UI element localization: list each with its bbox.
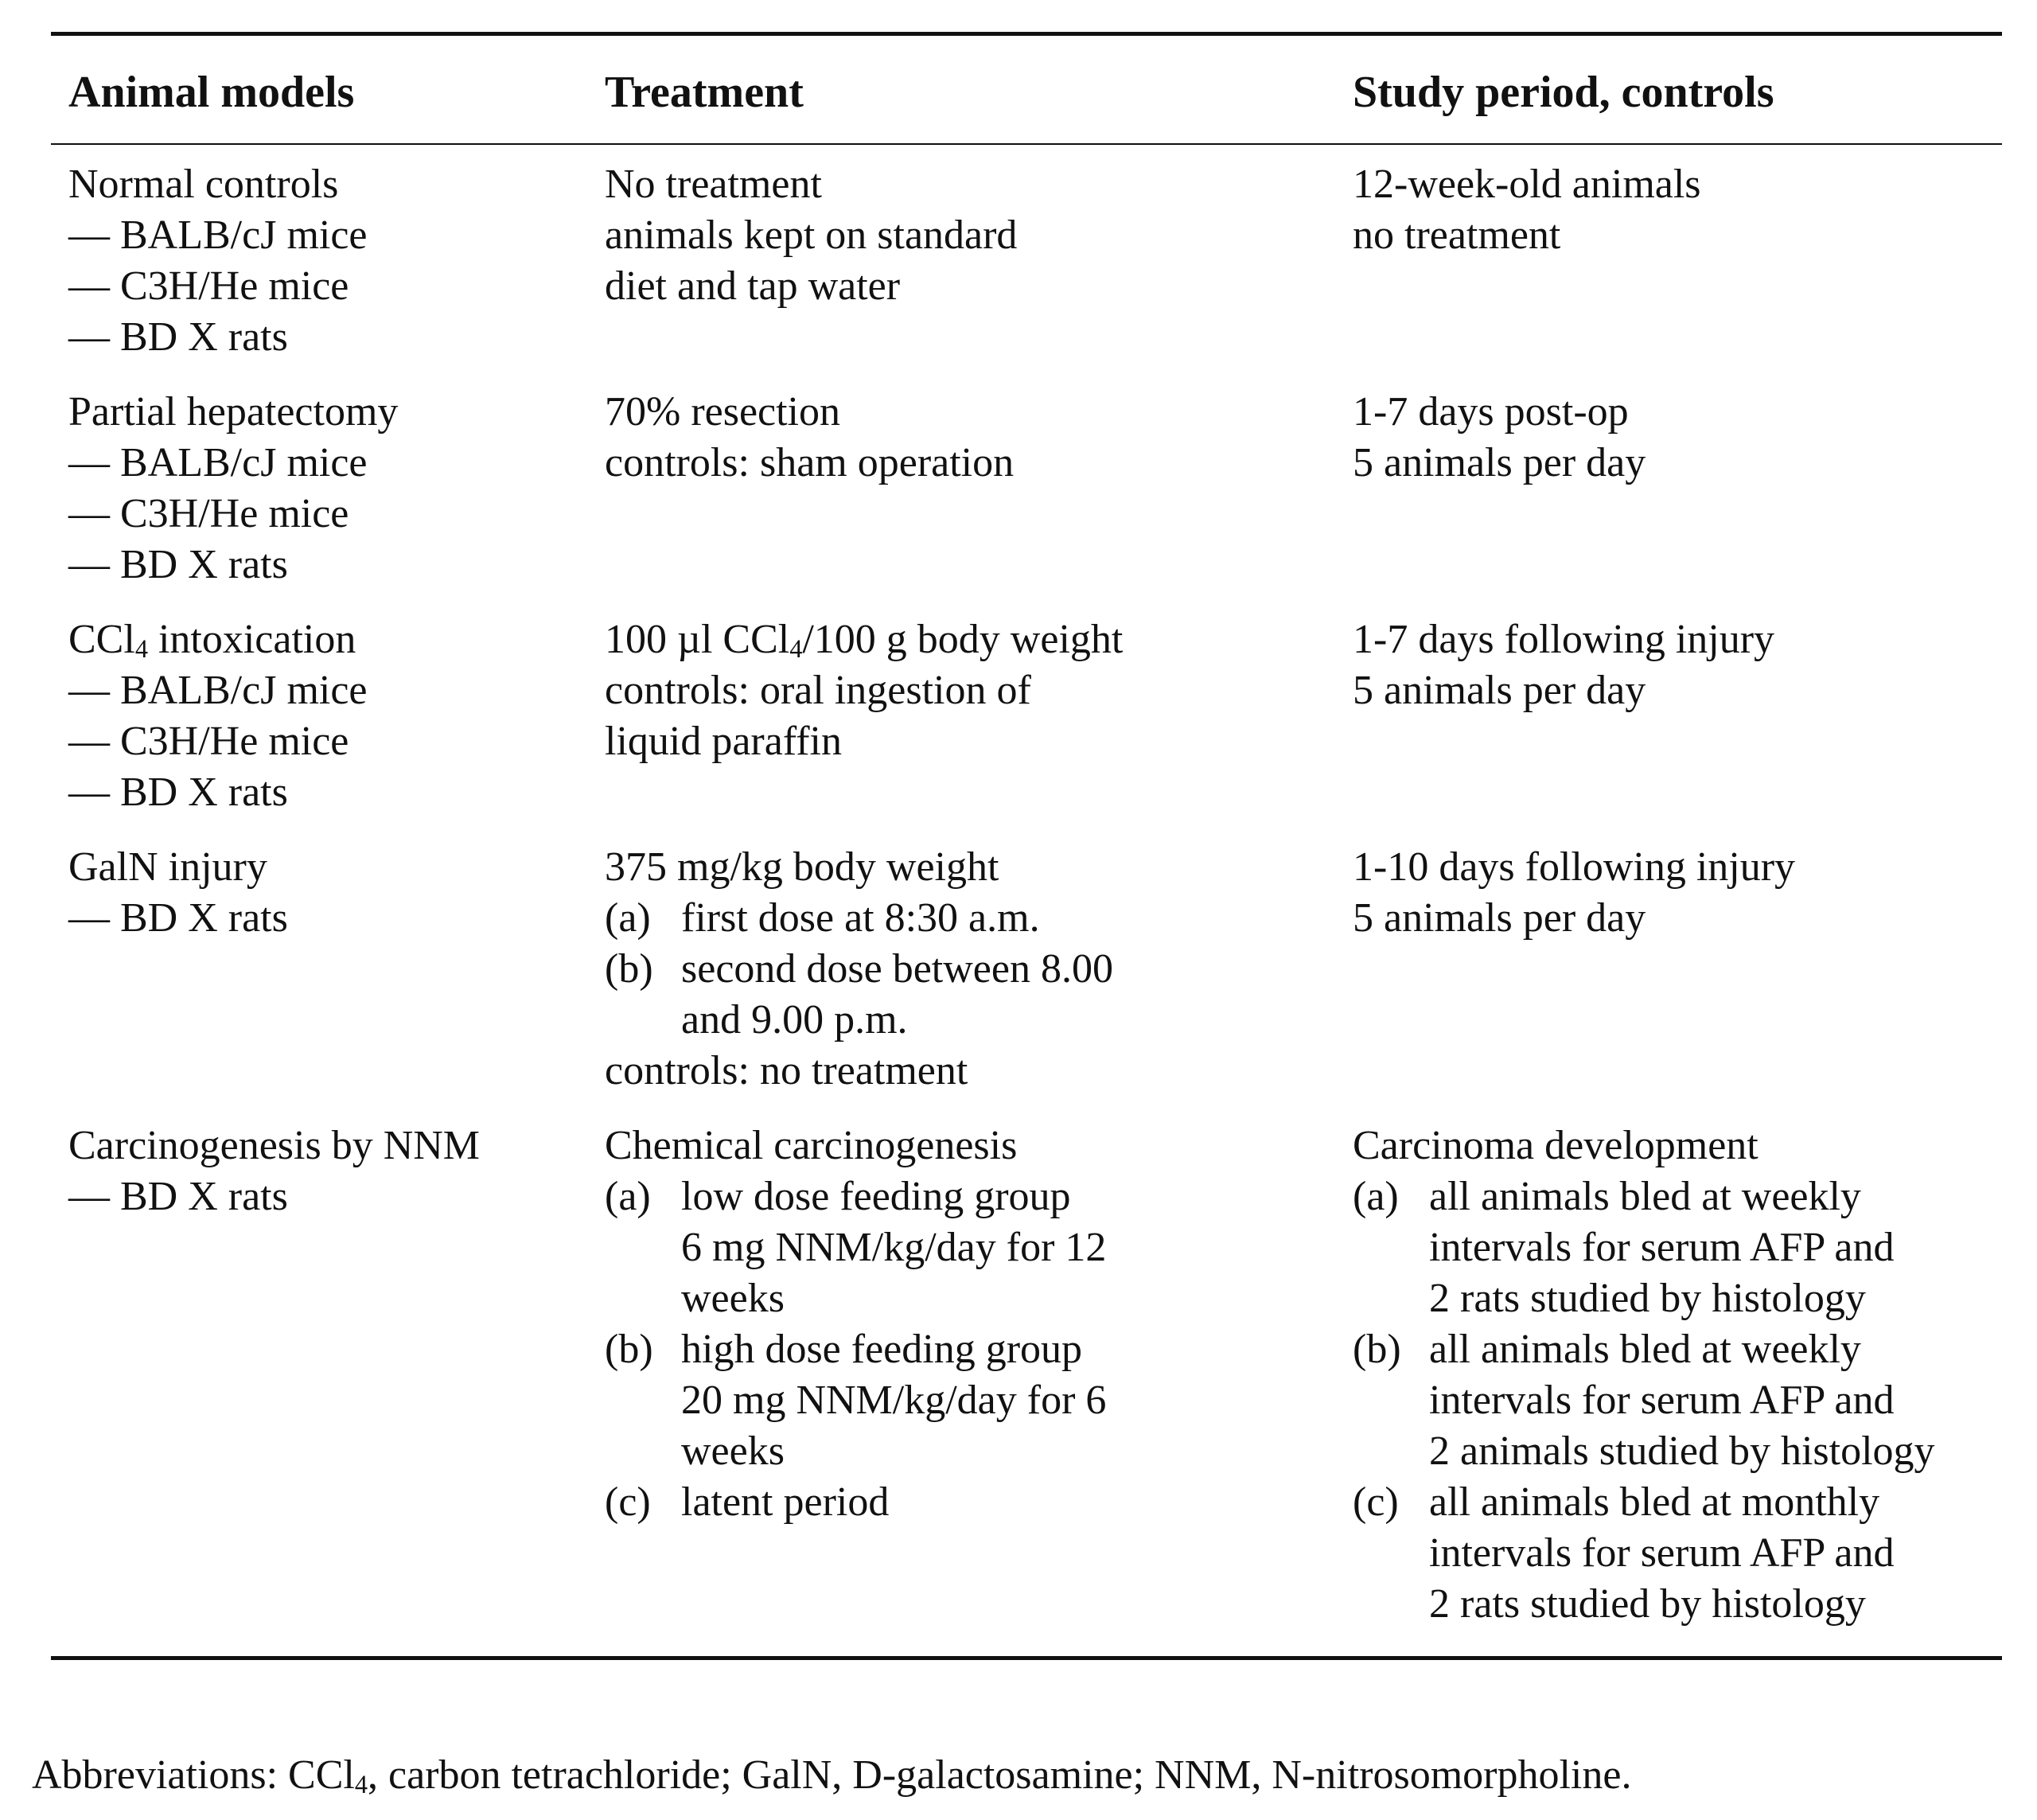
treatment-dose-line: 100 µl CCl$_4$/100 g body weight: [605, 617, 1124, 663]
treatment-line: 70% resection: [605, 389, 841, 435]
row-normal-controls-treatment: [605, 159, 1017, 312]
row-normal-controls-study: [1353, 159, 1701, 261]
row-partial-hepatectomy-treatment: [605, 387, 1014, 489]
study-line: 5 animals per day: [1353, 440, 1646, 485]
abbreviations-footnote: Abbreviations: CCl$_4$, carbon tetrachloride; GalN, D-galactosamine; NNM, N-nitrosomorpholine.: [32, 1752, 1632, 1799]
model-line: GalN injury: [68, 844, 267, 890]
study-line: 1-7 days post-op: [1353, 389, 1629, 435]
model-title: CCl$_4$ intoxication: [68, 617, 356, 663]
header-treatment: Treatment: [605, 68, 804, 117]
row-ccl4-model: [68, 614, 368, 818]
study-item: (a) all animals bled at weekly: [1353, 1174, 1861, 1219]
row-carcinogenesis-study: [1353, 1120, 1935, 1630]
row-carcinogenesis-treatment: [605, 1120, 1106, 1528]
study-line: no treatment: [1353, 212, 1561, 258]
treatment-line: Chemical carcinogenesis: [605, 1123, 1018, 1168]
row-partial-hepatectomy-model: [68, 387, 398, 590]
row-normal-controls-model: [68, 159, 368, 363]
row-ccl4-treatment: [605, 614, 1123, 767]
treatment-line: controls: oral ingestion of: [605, 668, 1031, 713]
row-galn-study: [1353, 842, 1795, 944]
treatment-item: (b) second dose between 8.00: [605, 946, 1113, 992]
model-line: — BD X rats: [68, 542, 288, 587]
model-line: — BD X rats: [68, 895, 288, 941]
model-line: — C3H/He mice: [68, 491, 349, 536]
treatment-item-continued: weeks: [681, 1276, 785, 1321]
model-line: — C3H/He mice: [68, 719, 349, 764]
model-line: — BD X rats: [68, 770, 288, 815]
treatment-item-continued: 20 mg NNM/kg/day for 6: [681, 1378, 1107, 1423]
header-animal-models: Animal models: [68, 68, 355, 117]
study-line: 1-7 days following injury: [1353, 617, 1775, 662]
row-galn-model: [68, 842, 288, 944]
header-study-period: Study period, controls: [1353, 68, 1774, 117]
treatment-item: (b) high dose feeding group: [605, 1327, 1083, 1372]
row-carcinogenesis-model: [68, 1120, 480, 1222]
model-line: Carcinogenesis by NNM: [68, 1123, 481, 1168]
treatment-line: liquid paraffin: [605, 719, 842, 764]
study-item-continued: 2 rats studied by histology: [1429, 1276, 1866, 1321]
study-item: (c) all animals bled at monthly: [1353, 1479, 1880, 1525]
treatment-line: No treatment: [605, 162, 822, 207]
treatment-item-continued: 6 mg NNM/kg/day for 12: [681, 1225, 1107, 1270]
model-line: — BD X rats: [68, 1174, 288, 1219]
study-item-continued: intervals for serum AFP and: [1429, 1225, 1895, 1270]
row-ccl4-study: [1353, 614, 1774, 716]
treatment-line: 375 mg/kg body weight: [605, 844, 999, 890]
study-line: 5 animals per day: [1353, 668, 1646, 713]
treatment-item: (a) low dose feeding group: [605, 1174, 1071, 1219]
study-line: Carcinoma development: [1353, 1123, 1759, 1168]
treatment-line: controls: sham operation: [605, 440, 1015, 485]
study-line: 1-10 days following injury: [1353, 844, 1796, 890]
row-partial-hepatectomy-study: [1353, 387, 1646, 489]
header-rule: [51, 143, 2002, 145]
model-line: Partial hepatectomy: [68, 389, 399, 435]
model-line: — BALB/cJ mice: [68, 440, 368, 485]
study-item-continued: 2 animals studied by histology: [1429, 1428, 1935, 1474]
study-item: (b) all animals bled at weekly: [1353, 1327, 1861, 1372]
treatment-line: animals kept on standard: [605, 212, 1018, 258]
model-line: — BALB/cJ mice: [68, 212, 368, 258]
row-galn-treatment: [605, 842, 1113, 1097]
study-item-continued: intervals for serum AFP and: [1429, 1530, 1895, 1576]
model-line: — C3H/He mice: [68, 263, 349, 309]
treatment-item: (c) latent period: [605, 1479, 890, 1525]
treatment-item-continued: and 9.00 p.m.: [681, 997, 908, 1043]
treatment-item-continued: weeks: [681, 1428, 785, 1474]
model-line: — BALB/cJ mice: [68, 668, 368, 713]
table-top-rule: [51, 32, 2002, 36]
treatment-line: diet and tap water: [605, 263, 901, 309]
study-item-continued: 2 rats studied by histology: [1429, 1581, 1866, 1627]
study-line: 5 animals per day: [1353, 895, 1646, 941]
study-line: 12-week-old animals: [1353, 162, 1701, 207]
model-line: — BD X rats: [68, 314, 288, 360]
model-line: Normal controls: [68, 162, 339, 207]
study-item-continued: intervals for serum AFP and: [1429, 1378, 1895, 1423]
treatment-line: controls: no treatment: [605, 1048, 968, 1093]
treatment-item: (a) first dose at 8:30 a.m.: [605, 895, 1040, 941]
table-bottom-rule: [51, 1656, 2002, 1660]
